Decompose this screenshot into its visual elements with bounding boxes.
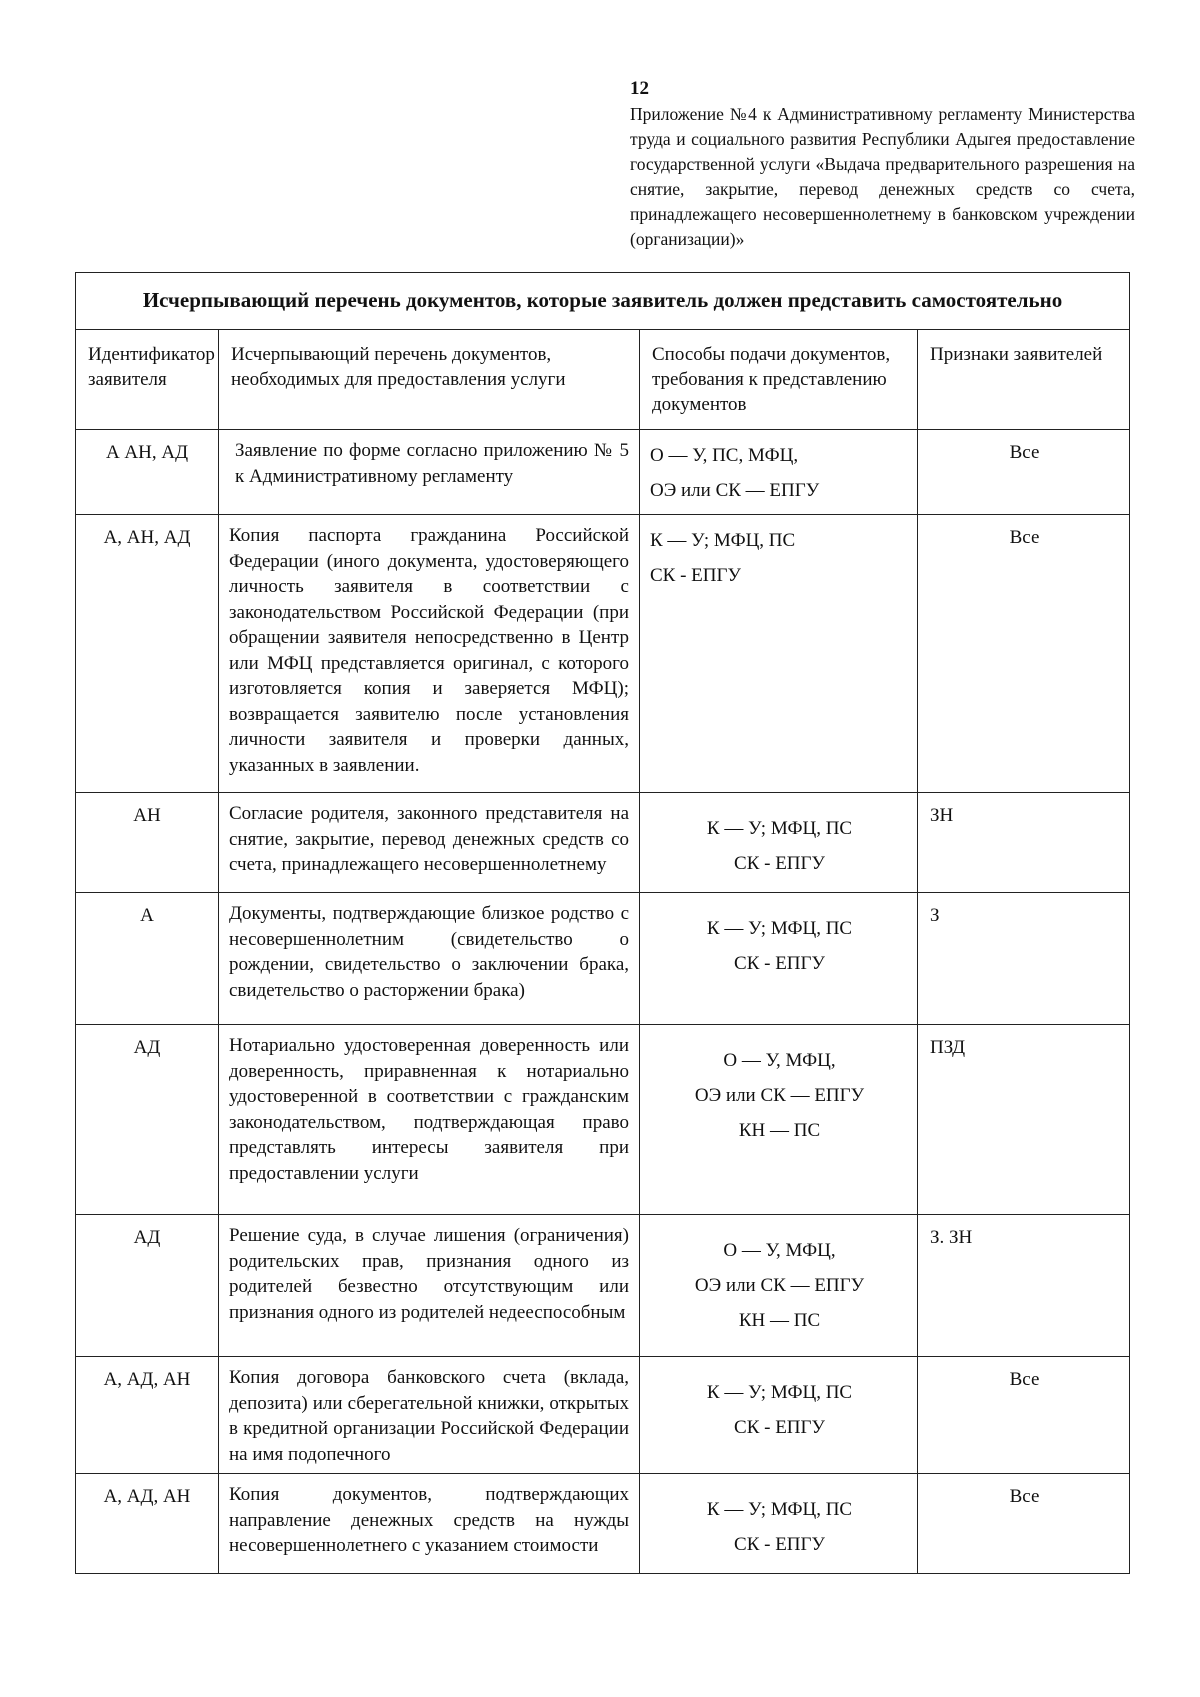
table-row: [76, 1357, 1130, 1474]
method-line: ОЭ или СК — ЕПГУ: [694, 1085, 865, 1106]
applicant-id: А АН, АД: [76, 430, 219, 515]
submission-methods: [640, 893, 918, 1025]
document-description: Согласие родителя, законного представителя на снятие, закрытие, перевод денежных средств со счета, принадлежащего несовершеннолетнему: [219, 793, 640, 893]
applicant-sign: ПЗД: [918, 1025, 1130, 1215]
submission-methods: [640, 515, 918, 793]
table-row: [76, 1215, 1130, 1357]
applicant-id: А, АД, АН: [76, 1357, 219, 1474]
table-row: [76, 893, 1130, 1025]
submission-methods: [640, 793, 918, 893]
applicant-id: АН: [76, 793, 219, 893]
applicant-sign: З. ЗН: [918, 1215, 1130, 1357]
documents-table: [75, 272, 1130, 1574]
table-row: [76, 515, 1130, 793]
header-documents-list: Исчерпывающий перечень документов, необходимых для предоставления услуги: [219, 330, 640, 430]
appendix-note: Приложение №4 к Административному регламенту Министерства труда и социального развития Республики Адыгея предоставление государственной услуги «Выдача предварительного разрешения на снятие, закрытие, перевод денежных средств со счета, принадлежащего несовершеннолетнему в банковском учреждении (организации)»: [630, 104, 1135, 249]
applicant-sign: Все: [918, 1474, 1130, 1574]
submission-methods: [640, 1215, 918, 1357]
table-row: [76, 1025, 1130, 1215]
applicant-id: А: [76, 893, 219, 1025]
applicant-id: А, АД, АН: [76, 1474, 219, 1574]
method-line: СК - ЕПГУ: [650, 565, 741, 586]
header-applicant-signs: Признаки заявителей: [918, 330, 1130, 430]
submission-methods: [640, 1025, 918, 1215]
method-line: СК - ЕПГУ: [734, 1417, 825, 1438]
document-description: Копия паспорта гражданина Российской Федерации (иного документа, удостоверяющего личность заявителя в соответствии с законодательством Российской Федерации (при обращении заявителя непосредственно в Центр или МФЦ представляется оригинал, с которого изготовляется копия и заверяется МФЦ); возвращается заявителю после установления личности заявителя и проверки данных, указанных в заявлении.: [219, 515, 640, 793]
method-line: К — У; МФЦ, ПС: [706, 1382, 853, 1403]
method-line: СК - ЕПГУ: [734, 1534, 825, 1555]
table-row: [76, 1474, 1130, 1574]
method-line: К — У; МФЦ, ПС: [706, 918, 853, 939]
table-title: Исчерпывающий перечень документов, которые заявитель должен представить самостоятельно: [76, 273, 1130, 330]
method-line: О — У, МФЦ,: [723, 1240, 836, 1261]
page-number: 12: [630, 78, 649, 99]
method-line: СК - ЕПГУ: [734, 853, 825, 874]
header-applicant-id: Идентификатор заявителя: [76, 330, 219, 430]
applicant-id: А, АН, АД: [76, 515, 219, 793]
submission-methods: [640, 430, 918, 515]
submission-methods: [640, 1474, 918, 1574]
document-description: Копия договора банковского счета (вклада, депозита) или сберегательной книжки, открытых в кредитной организации Российской Федерации на имя подопечного: [219, 1357, 640, 1474]
applicant-sign: ЗН: [918, 793, 1130, 893]
method-line: ОЭ или СК — ЕПГУ: [650, 480, 820, 501]
submission-methods: [640, 1357, 918, 1474]
table-header-row: [76, 330, 1130, 430]
method-line: О — У, МФЦ,: [723, 1050, 836, 1071]
method-line: О — У, ПС, МФЦ,: [650, 445, 799, 466]
method-line: КН — ПС: [738, 1310, 821, 1331]
method-line: КН — ПС: [738, 1120, 821, 1141]
applicant-id: АД: [76, 1025, 219, 1215]
applicant-sign: Все: [918, 515, 1130, 793]
method-line: К — У; МФЦ, ПС: [706, 818, 853, 839]
document-description: Решение суда, в случае лишения (ограничения) родительских прав, признания одного из родителей безвестно отсутствующим или признания одного из родителей недееспособным: [219, 1215, 640, 1357]
method-line: К — У; МФЦ, ПС: [650, 530, 796, 551]
header-submission-methods: Способы подачи документов, требования к представлению документов: [640, 330, 918, 430]
applicant-sign: Все: [918, 1357, 1130, 1474]
document-description: Заявление по форме согласно приложению № 5 к Административному регламенту: [219, 430, 640, 515]
applicant-id: АД: [76, 1215, 219, 1357]
table-row: [76, 793, 1130, 893]
table-row: [76, 430, 1130, 515]
document-description: Документы, подтверждающие близкое родство с несовершеннолетним (свидетельство о рождении, свидетельство о заключении брака, свидетельство о расторжении брака): [219, 893, 640, 1025]
document-description: Нотариально удостоверенная доверенность или доверенность, приравненная к нотариально удостоверенной в соответствии с гражданским законодательством, подтверждающая право представлять интересы заявителя при предоставлении услуги: [219, 1025, 640, 1215]
method-line: СК - ЕПГУ: [734, 953, 825, 974]
method-line: К — У; МФЦ, ПС: [706, 1499, 853, 1520]
method-line: ОЭ или СК — ЕПГУ: [694, 1275, 865, 1296]
applicant-sign: З: [918, 893, 1130, 1025]
table-title-row: [76, 273, 1130, 330]
applicant-sign: Все: [918, 430, 1130, 515]
document-description: Копия документов, подтверждающих направление денежных средств на нужды несовершеннолетнего с указанием стоимости: [219, 1474, 640, 1574]
